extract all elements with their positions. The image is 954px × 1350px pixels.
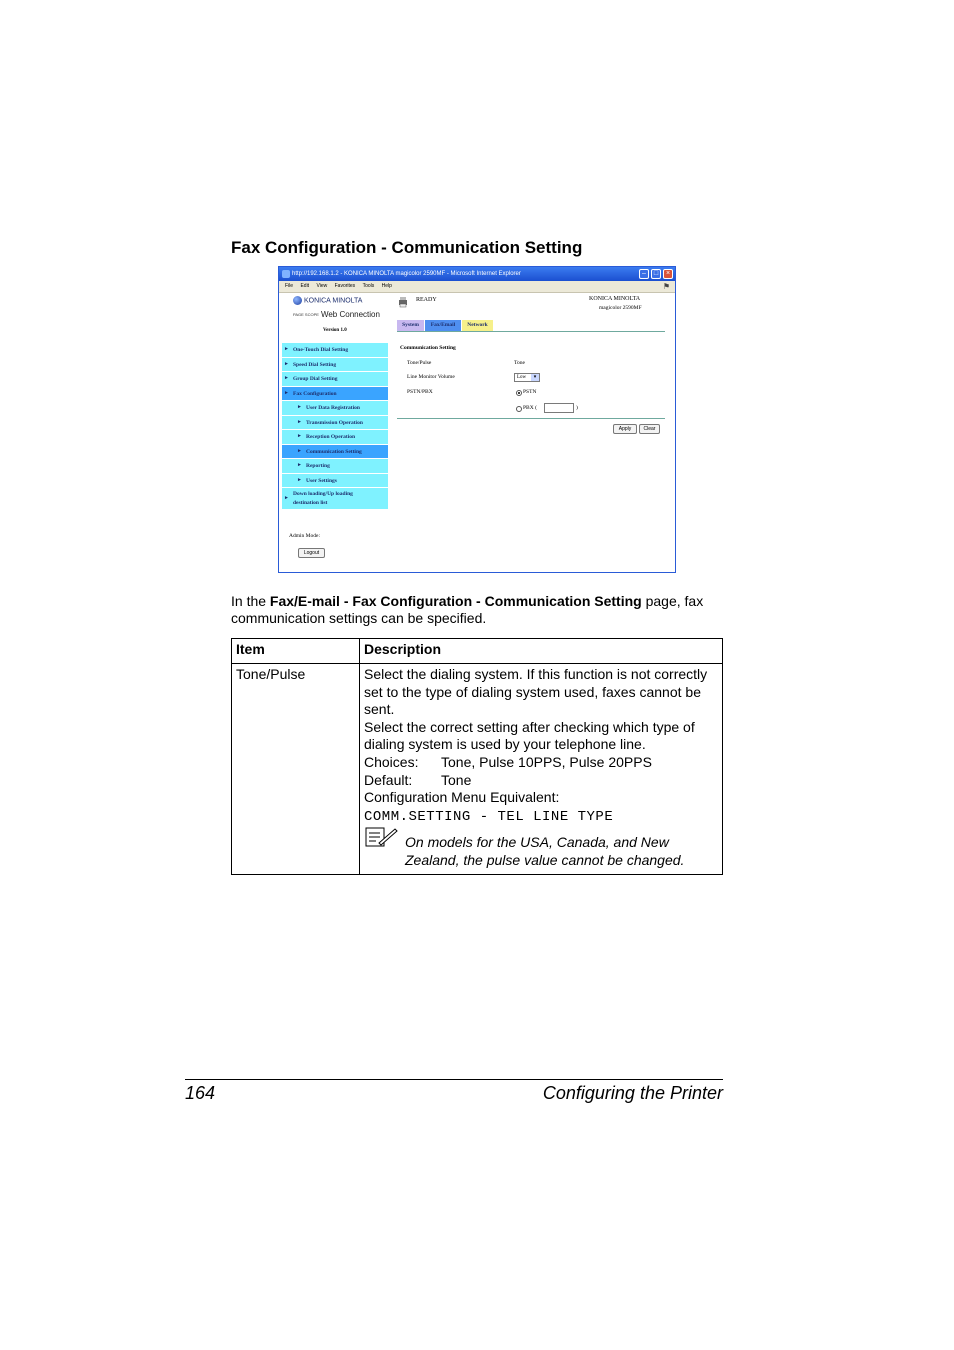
pagescope-logo: PAGE SCOPE Web Connection	[293, 310, 380, 319]
table-header-row	[232, 639, 723, 664]
arrow-icon: ►	[284, 496, 289, 501]
menu-favorites[interactable]: Favorites	[334, 283, 356, 289]
pstn-option-label: PSTN	[523, 389, 537, 395]
nav-reception-operation[interactable]: ► Reception Operation	[282, 430, 388, 445]
arrow-icon: ►	[297, 420, 302, 425]
arrow-icon: ►	[284, 376, 289, 381]
pstn-radio[interactable]	[516, 390, 522, 396]
tab-system[interactable]: System	[397, 320, 424, 331]
menu-view[interactable]: View	[316, 283, 328, 289]
menu-path: COMM.SETTING - TEL LINE TYPE	[364, 808, 614, 825]
browser-menu-bar	[279, 281, 675, 293]
footer-rule	[185, 1079, 723, 1080]
form-heading: Communication Setting	[400, 345, 456, 351]
browser-screenshot	[278, 266, 676, 573]
description-cell	[360, 664, 723, 875]
tone-pulse-value[interactable]: Tone	[514, 360, 525, 366]
arrow-icon: ►	[284, 362, 289, 367]
browser-title: http://192.168.1.2 - KONICA MINOLTA magicolor 2590MF - Microsoft Internet Explorer	[292, 271, 521, 277]
admin-mode-label: Admin Mode:	[289, 533, 321, 539]
menu-tools[interactable]: Tools	[362, 283, 375, 289]
choices-row: Choices: Tone, Pulse 10PPS, Pulse 20PPS	[364, 753, 652, 770]
note	[364, 828, 718, 869]
nav-reporting[interactable]: ► Reporting	[282, 459, 388, 474]
nav-user-settings[interactable]: ► User Settings	[282, 474, 388, 488]
nav-speed-dial[interactable]: ► Speed Dial Setting	[282, 358, 388, 372]
close-icon[interactable]: ×	[663, 269, 673, 279]
menu-edit[interactable]: Edit	[300, 283, 310, 289]
printer-status-icon	[397, 296, 409, 308]
arrow-icon: ►	[297, 405, 302, 410]
note-pencil-icon	[364, 826, 398, 848]
intro-paragraph: In the Fax/E-mail - Fax Configuration - Communication Setting page, fax communication settings can be specified.	[231, 593, 704, 626]
section-title: Fax Configuration - Communication Setting	[231, 238, 583, 257]
tone-pulse-label: Tone/Pulse	[407, 360, 432, 366]
page-number: 164	[185, 1083, 216, 1103]
tab-network[interactable]: Network	[462, 320, 493, 331]
web-page	[279, 293, 675, 572]
menu-equivalent-label: Configuration Menu Equivalent:	[364, 789, 560, 806]
menu-help[interactable]: Help	[381, 283, 392, 289]
pbx-option-label: PBX (	[523, 405, 537, 411]
printer-status: READY	[416, 297, 437, 303]
nav-group-dial[interactable]: ► Group Dial Setting	[282, 372, 388, 387]
nav-download-upload[interactable]: ► Down loading/Up loading destination list	[282, 488, 388, 510]
globe-icon	[293, 296, 302, 305]
chapter-title: Configuring the Printer	[542, 1083, 723, 1103]
pbx-radio[interactable]	[516, 406, 522, 412]
desc-line: Select the dialing system. If this function is not correctly set to the type of dialing system used, faxes cannot be sent.	[364, 666, 708, 718]
windows-logo-icon: ⚑	[662, 282, 670, 291]
table-row	[232, 664, 723, 875]
pstn-pbx-label: PSTN/PBX	[407, 389, 433, 395]
minimize-icon[interactable]: –	[639, 269, 649, 279]
model-name: magicolor 2590MF	[599, 305, 642, 311]
pbx-close-paren: )	[576, 405, 578, 411]
nav-communication-setting[interactable]: ► Communication Setting	[282, 445, 388, 459]
tab-divider	[397, 331, 665, 332]
chevron-down-icon: ▾	[531, 374, 539, 381]
tab-fax-email[interactable]: Fax/Email	[425, 320, 461, 331]
line-monitor-select[interactable]: Low ▾	[514, 373, 540, 382]
settings-table	[231, 638, 723, 875]
konica-minolta-logo: KONICA MINOLTA	[293, 296, 362, 305]
logout-button[interactable]: Logout	[298, 548, 325, 558]
nav-user-data-registration[interactable]: ► User Data Registration	[282, 401, 388, 416]
nav-transmission-operation[interactable]: ► Transmission Operation	[282, 416, 388, 430]
desc-line: Select the correct setting after checking which type of dialing system is used by your telephone line.	[364, 718, 695, 753]
pbx-input[interactable]	[544, 403, 574, 413]
arrow-icon: ►	[297, 463, 302, 468]
apply-button[interactable]: Apply	[613, 424, 637, 434]
arrow-icon: ►	[297, 434, 302, 439]
menu-file[interactable]: File	[285, 283, 294, 289]
page-path: Fax/E-mail - Fax Configuration - Communication Setting	[269, 593, 642, 609]
default-row: Default: Tone	[364, 771, 472, 788]
line-monitor-label: Line Monitor Volume	[407, 374, 455, 380]
arrow-icon: ►	[284, 391, 289, 396]
nav-fax-configuration[interactable]: ► Fax Configuration	[282, 387, 388, 401]
header-description: Description	[360, 639, 723, 664]
model-brand: KONICA MINOLTA	[589, 296, 641, 302]
version-label: Version 1.0	[323, 328, 347, 333]
arrow-icon: ►	[284, 347, 289, 352]
item-cell: Tone/Pulse	[232, 664, 360, 875]
maximize-icon[interactable]: □	[651, 269, 661, 279]
nav-one-touch-dial[interactable]: ► One-Touch Dial Setting	[282, 343, 388, 358]
form-divider	[397, 418, 665, 419]
arrow-icon: ►	[297, 478, 302, 483]
note-text: On models for the USA, Canada, and New Zealand, the pulse value cannot be changed.	[405, 834, 685, 868]
arrow-icon: ►	[297, 449, 302, 454]
browser-title-bar	[279, 267, 675, 281]
header-item: Item	[232, 639, 360, 664]
ie-icon	[282, 270, 290, 278]
clear-button[interactable]: Clear	[639, 424, 660, 434]
